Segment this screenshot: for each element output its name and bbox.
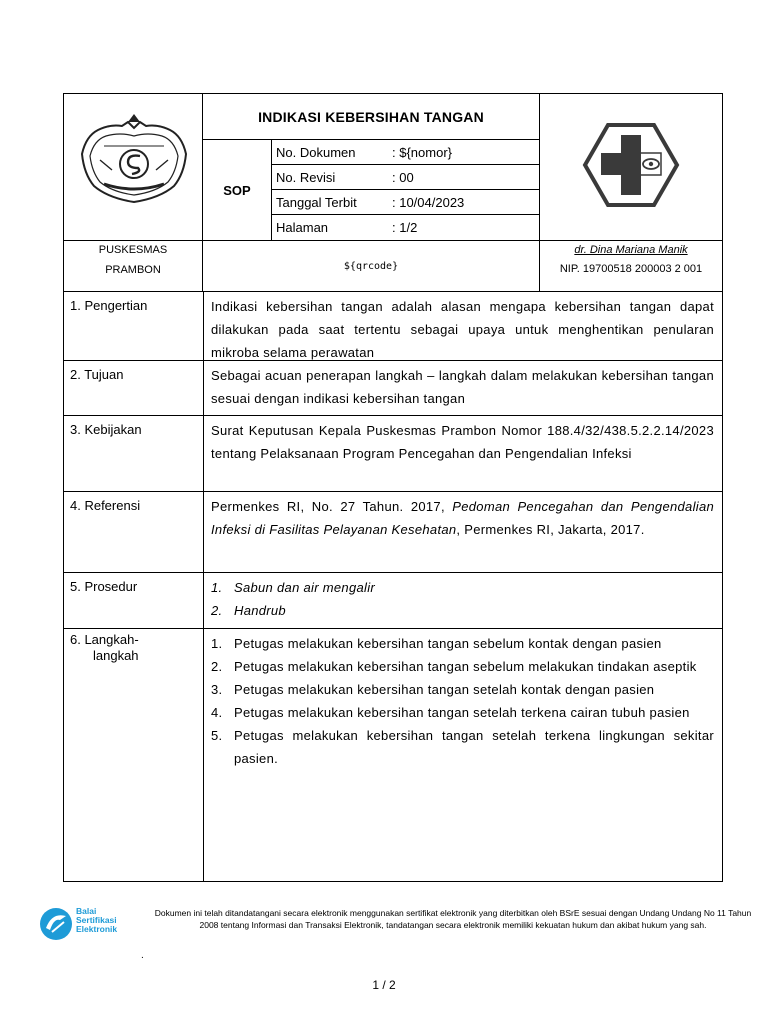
stray-dot: . — [141, 950, 144, 961]
list-item — [211, 599, 714, 622]
reference-suffix: , Permenkes RI, Jakarta, 2017. — [456, 522, 645, 537]
meta-value: : 00 — [392, 169, 414, 185]
item-text: Petugas melakukan kebersihan tangan setelah kontak dengan pasien — [234, 682, 655, 697]
regency-logo-cell — [63, 93, 203, 241]
item-text: Petugas melakukan kebersihan tangan setelah terkena cairan tubuh pasien — [234, 705, 690, 720]
section-content: Sebagai acuan penerapan langkah – langkah dalam melakukan kebersihan tangan sesuai dengan indikasi kebersihan tangan — [211, 368, 714, 406]
item-number: 2. — [211, 603, 223, 618]
item-text: Petugas melakukan kebersihan tangan sebelum melakukan tindakan aseptik — [234, 659, 697, 674]
list-item — [211, 576, 714, 599]
list-item — [211, 701, 714, 724]
item-number: 5. — [211, 728, 223, 743]
section-tujuan — [63, 361, 723, 416]
section-pengertian — [63, 291, 723, 361]
puskesmas-logo-icon — [581, 117, 681, 217]
e-signature-notice: Dokumen ini telah ditandatangani secara elektronik menggunakan sertifikat elektronik yang diterbitkan oleh BSrE sesuai dengan Undang Undang No 11 Tahun 2008 tentang Informasi dan Transaksi Elektronik, tandatangan secara elektronik memiliki kekuatan hukum dan akibat hukum yang sah. — [154, 908, 752, 930]
document-title: INDIKASI KEBERSIHAN TANGAN — [202, 93, 540, 140]
bsre-line2: Sertifikasi — [76, 915, 117, 925]
item-text: Handrub — [234, 603, 286, 618]
bsre-logo — [38, 904, 138, 944]
meta-label: Halaman — [276, 220, 329, 235]
section-prosedur — [63, 573, 723, 629]
item-text: Petugas melakukan kebersihan tangan setelah terkena lingkungan sekitar pasien. — [234, 728, 714, 766]
sop-document — [63, 93, 723, 881]
meta-row-page — [272, 215, 539, 240]
puskesmas-logo-cell — [539, 93, 723, 241]
section-content — [204, 492, 722, 572]
page-number: 1 / 2 — [372, 978, 396, 992]
section-label: 1. Pengertian — [64, 292, 204, 360]
item-number: 2. — [211, 659, 223, 674]
list-item — [211, 632, 714, 655]
item-number: 4. — [211, 705, 223, 720]
signatory-cell — [539, 240, 723, 292]
item-number: 3. — [211, 682, 223, 697]
document-header — [63, 93, 723, 241]
meta-value: : 1/2 — [392, 220, 418, 235]
list-item — [211, 724, 714, 770]
reference-prefix: Permenkes RI, No. 27 Tahun. 2017, — [211, 499, 453, 514]
item-number: 1. — [211, 636, 223, 651]
meta-row-issue-date — [272, 190, 539, 215]
section-label: 5. Prosedur — [64, 573, 204, 628]
section-label — [64, 629, 204, 881]
meta-value: : 10/04/2023 — [392, 194, 465, 210]
meta-row-revision — [272, 165, 539, 190]
meta-label: No. Dokumen — [276, 144, 356, 160]
item-text: Sabun dan air mengalir — [234, 580, 376, 595]
section-content — [204, 573, 722, 628]
section-label-line2: langkah — [93, 648, 139, 663]
meta-value: : ${nomor} — [392, 144, 452, 160]
section-content: Surat Keputusan Kepala Puskesmas Prambon Nomor 188.4/32/438.5.2.2.14/2023 tentang Pelaksanaan Program Pencegahan dan Pengendalian Infeksi — [211, 423, 714, 461]
organization-name: PRAMBON — [105, 264, 161, 276]
section-langkah — [63, 629, 723, 882]
bsre-line3: Elektronik — [76, 924, 118, 934]
signatory-nip: NIP. 19700518 200003 2 001 — [559, 263, 703, 275]
section-content: Indikasi kebersihan tangan adalah alasan mengapa kebersihan tangan dapat dilakukan pada saat tertentu sebagai upaya untuk menghentikan penularan mikroba selama perawatan — [211, 299, 714, 360]
qrcode-placeholder: ${qrcode} — [202, 240, 540, 292]
bsre-line1: Balai — [76, 906, 97, 916]
list-item — [211, 655, 714, 678]
organization-type: PUSKESMAS — [98, 244, 168, 256]
e-signature-footer — [38, 904, 752, 954]
regency-emblem-icon — [64, 94, 204, 242]
meta-label: No. Revisi — [276, 169, 336, 185]
meta-row-document-number — [272, 140, 539, 165]
sop-label: SOP — [202, 139, 272, 241]
sop-sections — [63, 291, 723, 882]
document-meta — [271, 139, 540, 241]
signatory-name: dr. Dina Mariana Manik — [574, 244, 688, 256]
section-label: 3. Kebijakan — [64, 416, 204, 491]
identity-row — [63, 240, 723, 292]
reference-title: Pedoman Pencegahan dan Pengendalian Infeksi di Fasilitas Pelayanan Kesehatan — [211, 499, 714, 537]
organization-cell — [63, 240, 203, 292]
item-text: Petugas melakukan kebersihan tangan sebelum kontak dengan pasien — [234, 636, 662, 651]
list-item — [211, 678, 714, 701]
section-referensi — [63, 492, 723, 573]
section-content — [204, 629, 722, 881]
section-label: 4. Referensi — [64, 492, 204, 572]
section-label: 2. Tujuan — [64, 361, 204, 415]
meta-label: Tanggal Terbit — [276, 194, 357, 210]
section-label-line1: 6. Langkah- — [70, 632, 139, 647]
section-kebijakan — [63, 416, 723, 492]
item-number: 1. — [211, 580, 223, 595]
